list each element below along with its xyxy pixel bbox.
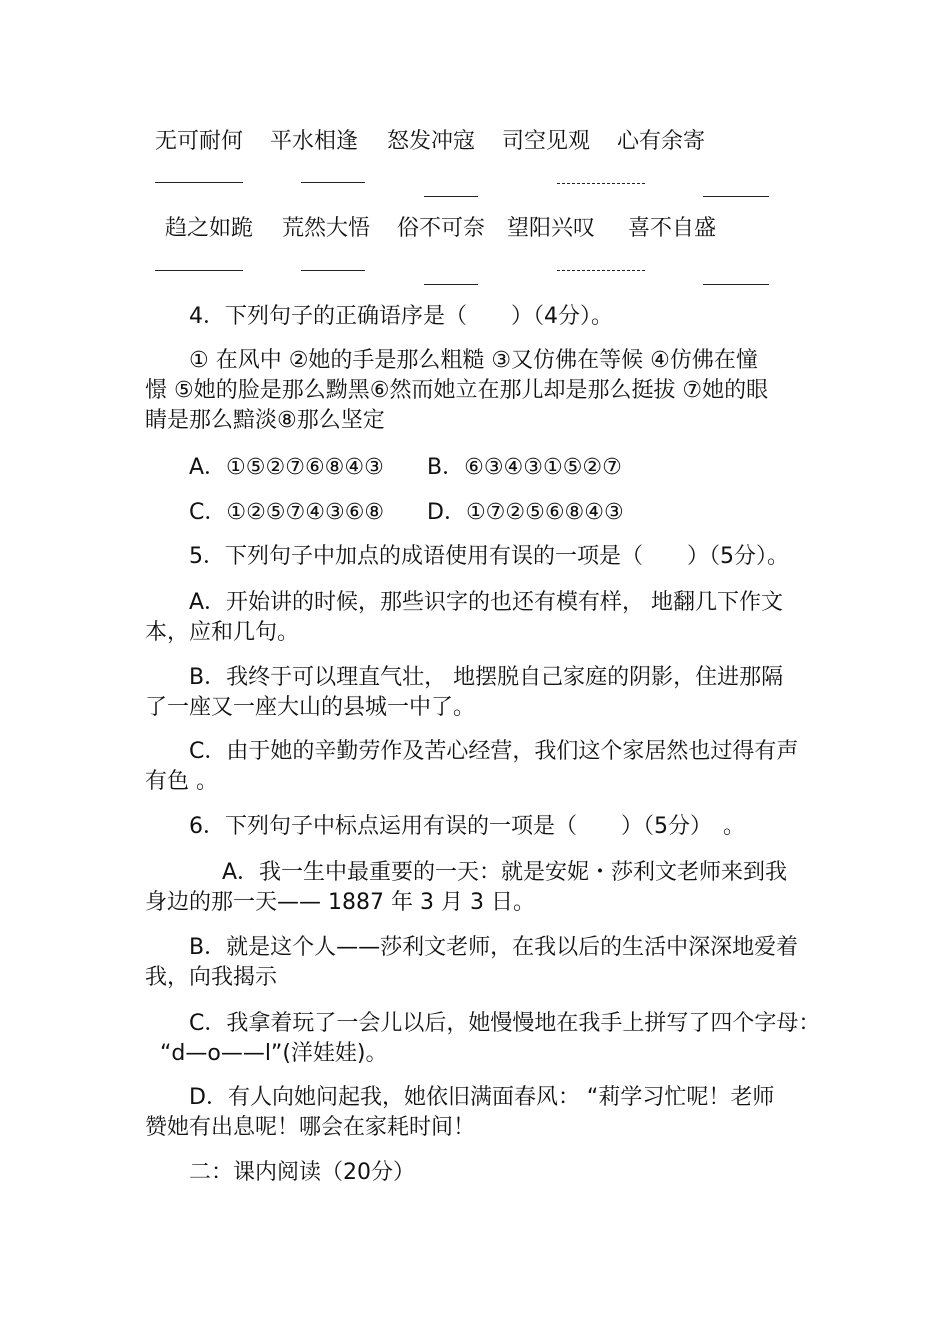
- q5-option-a-line1[interactable]: A．开始讲的时候，那些识字的也还有模有样， 地翻几下作文: [189, 590, 784, 615]
- q4-body-1: ① 在风中 ②她的手是那么粗糙 ③又仿佛在等候 ④仿佛在憧: [189, 348, 758, 373]
- answer-blank[interactable]: [155, 182, 243, 183]
- q6-option-c-line1[interactable]: C．我拿着玩了一会儿以后，她慢慢地在我手上拼写了四个字母：: [189, 1011, 821, 1036]
- q5-option-b-line2[interactable]: 了一座又一座大山的县城一中了。: [145, 695, 476, 720]
- q6-option-d-line2[interactable]: 赞她有出息呢！哪会在家耗时间！: [145, 1115, 476, 1140]
- q6-option-a-line1[interactable]: A．我一生中最重要的一天：就是安妮・莎利文老师来到我: [222, 860, 788, 885]
- q4-body-3: 睛是那么黯淡⑧那么坚定: [145, 408, 385, 433]
- q6-stem: 6．下列句子中标点运用有误的一项是（ ）（5分） 。: [189, 814, 745, 839]
- q5-option-c-line1[interactable]: C．由于她的辛勤劳作及苦心经营，我们这个家居然也过得有声: [189, 739, 799, 764]
- idiom-2-4: 望阳兴叹: [507, 216, 596, 241]
- idiom-1-5: 心有余寄: [617, 129, 706, 154]
- answer-blank[interactable]: [301, 270, 365, 271]
- answer-blank[interactable]: [424, 196, 478, 197]
- answer-blank[interactable]: [703, 284, 769, 285]
- answer-blank[interactable]: [557, 270, 645, 271]
- answer-blank[interactable]: [703, 196, 769, 197]
- q4-option-a[interactable]: A．①⑤②⑦⑥⑧④③: [189, 455, 384, 480]
- q6-option-c-line2[interactable]: “d—o——l”(洋娃娃)。: [160, 1041, 388, 1066]
- q4-option-d[interactable]: D．①⑦②⑤⑥⑧④③: [427, 500, 624, 525]
- q6-option-d-line1[interactable]: D．有人向她问起我，她依旧满面春风： “莉学习忙呢！老师: [189, 1085, 775, 1110]
- q4-stem: 4．下列句子的正确语序是（ ）（4分）。: [189, 304, 613, 329]
- answer-blank[interactable]: [155, 270, 243, 271]
- answer-blank[interactable]: [557, 183, 645, 184]
- idiom-1-1: 无可耐何: [155, 129, 244, 154]
- q4-option-c[interactable]: C．①②⑤⑦④③⑥⑧: [189, 500, 385, 525]
- q6-option-b-line1[interactable]: B．就是这个人——莎利文老师，在我以后的生活中深深地爱着: [189, 935, 799, 960]
- q5-option-a-line2[interactable]: 本，应和几句。: [145, 620, 300, 645]
- q4-body-2: 憬 ⑤她的脸是那么黝黑⑥然而她立在那儿却是那么挺拔 ⑦她的眼: [145, 378, 769, 403]
- idiom-1-2: 平水相逢: [270, 129, 359, 154]
- answer-blank[interactable]: [301, 182, 365, 183]
- idiom-1-4: 司空见观: [502, 129, 591, 154]
- q5-stem: 5．下列句子中加点的成语使用有误的一项是（ ）（5分）。: [189, 544, 789, 569]
- q5-option-c-line2[interactable]: 有色 。: [145, 769, 218, 794]
- idiom-2-2: 荒然大悟: [282, 216, 371, 241]
- idiom-2-3: 俗不可奈: [397, 216, 486, 241]
- section-2-heading: 二：课内阅读（20分）: [189, 1160, 415, 1185]
- answer-blank[interactable]: [424, 284, 478, 285]
- idiom-2-5: 喜不自盛: [628, 216, 717, 241]
- q6-option-a-line2[interactable]: 身边的那一天—— 1887 年 3 月 3 日。: [145, 890, 535, 915]
- idiom-2-1: 趋之如跪: [165, 216, 254, 241]
- idiom-1-3: 怒发冲寇: [387, 129, 476, 154]
- q4-option-b[interactable]: B．⑥③④③①⑤②⑦: [427, 455, 622, 480]
- q6-option-b-line2[interactable]: 我，向我揭示: [145, 965, 278, 990]
- q5-option-b-line1[interactable]: B．我终于可以理直气壮， 地摆脱自己家庭的阴影，住进那隔: [189, 665, 784, 690]
